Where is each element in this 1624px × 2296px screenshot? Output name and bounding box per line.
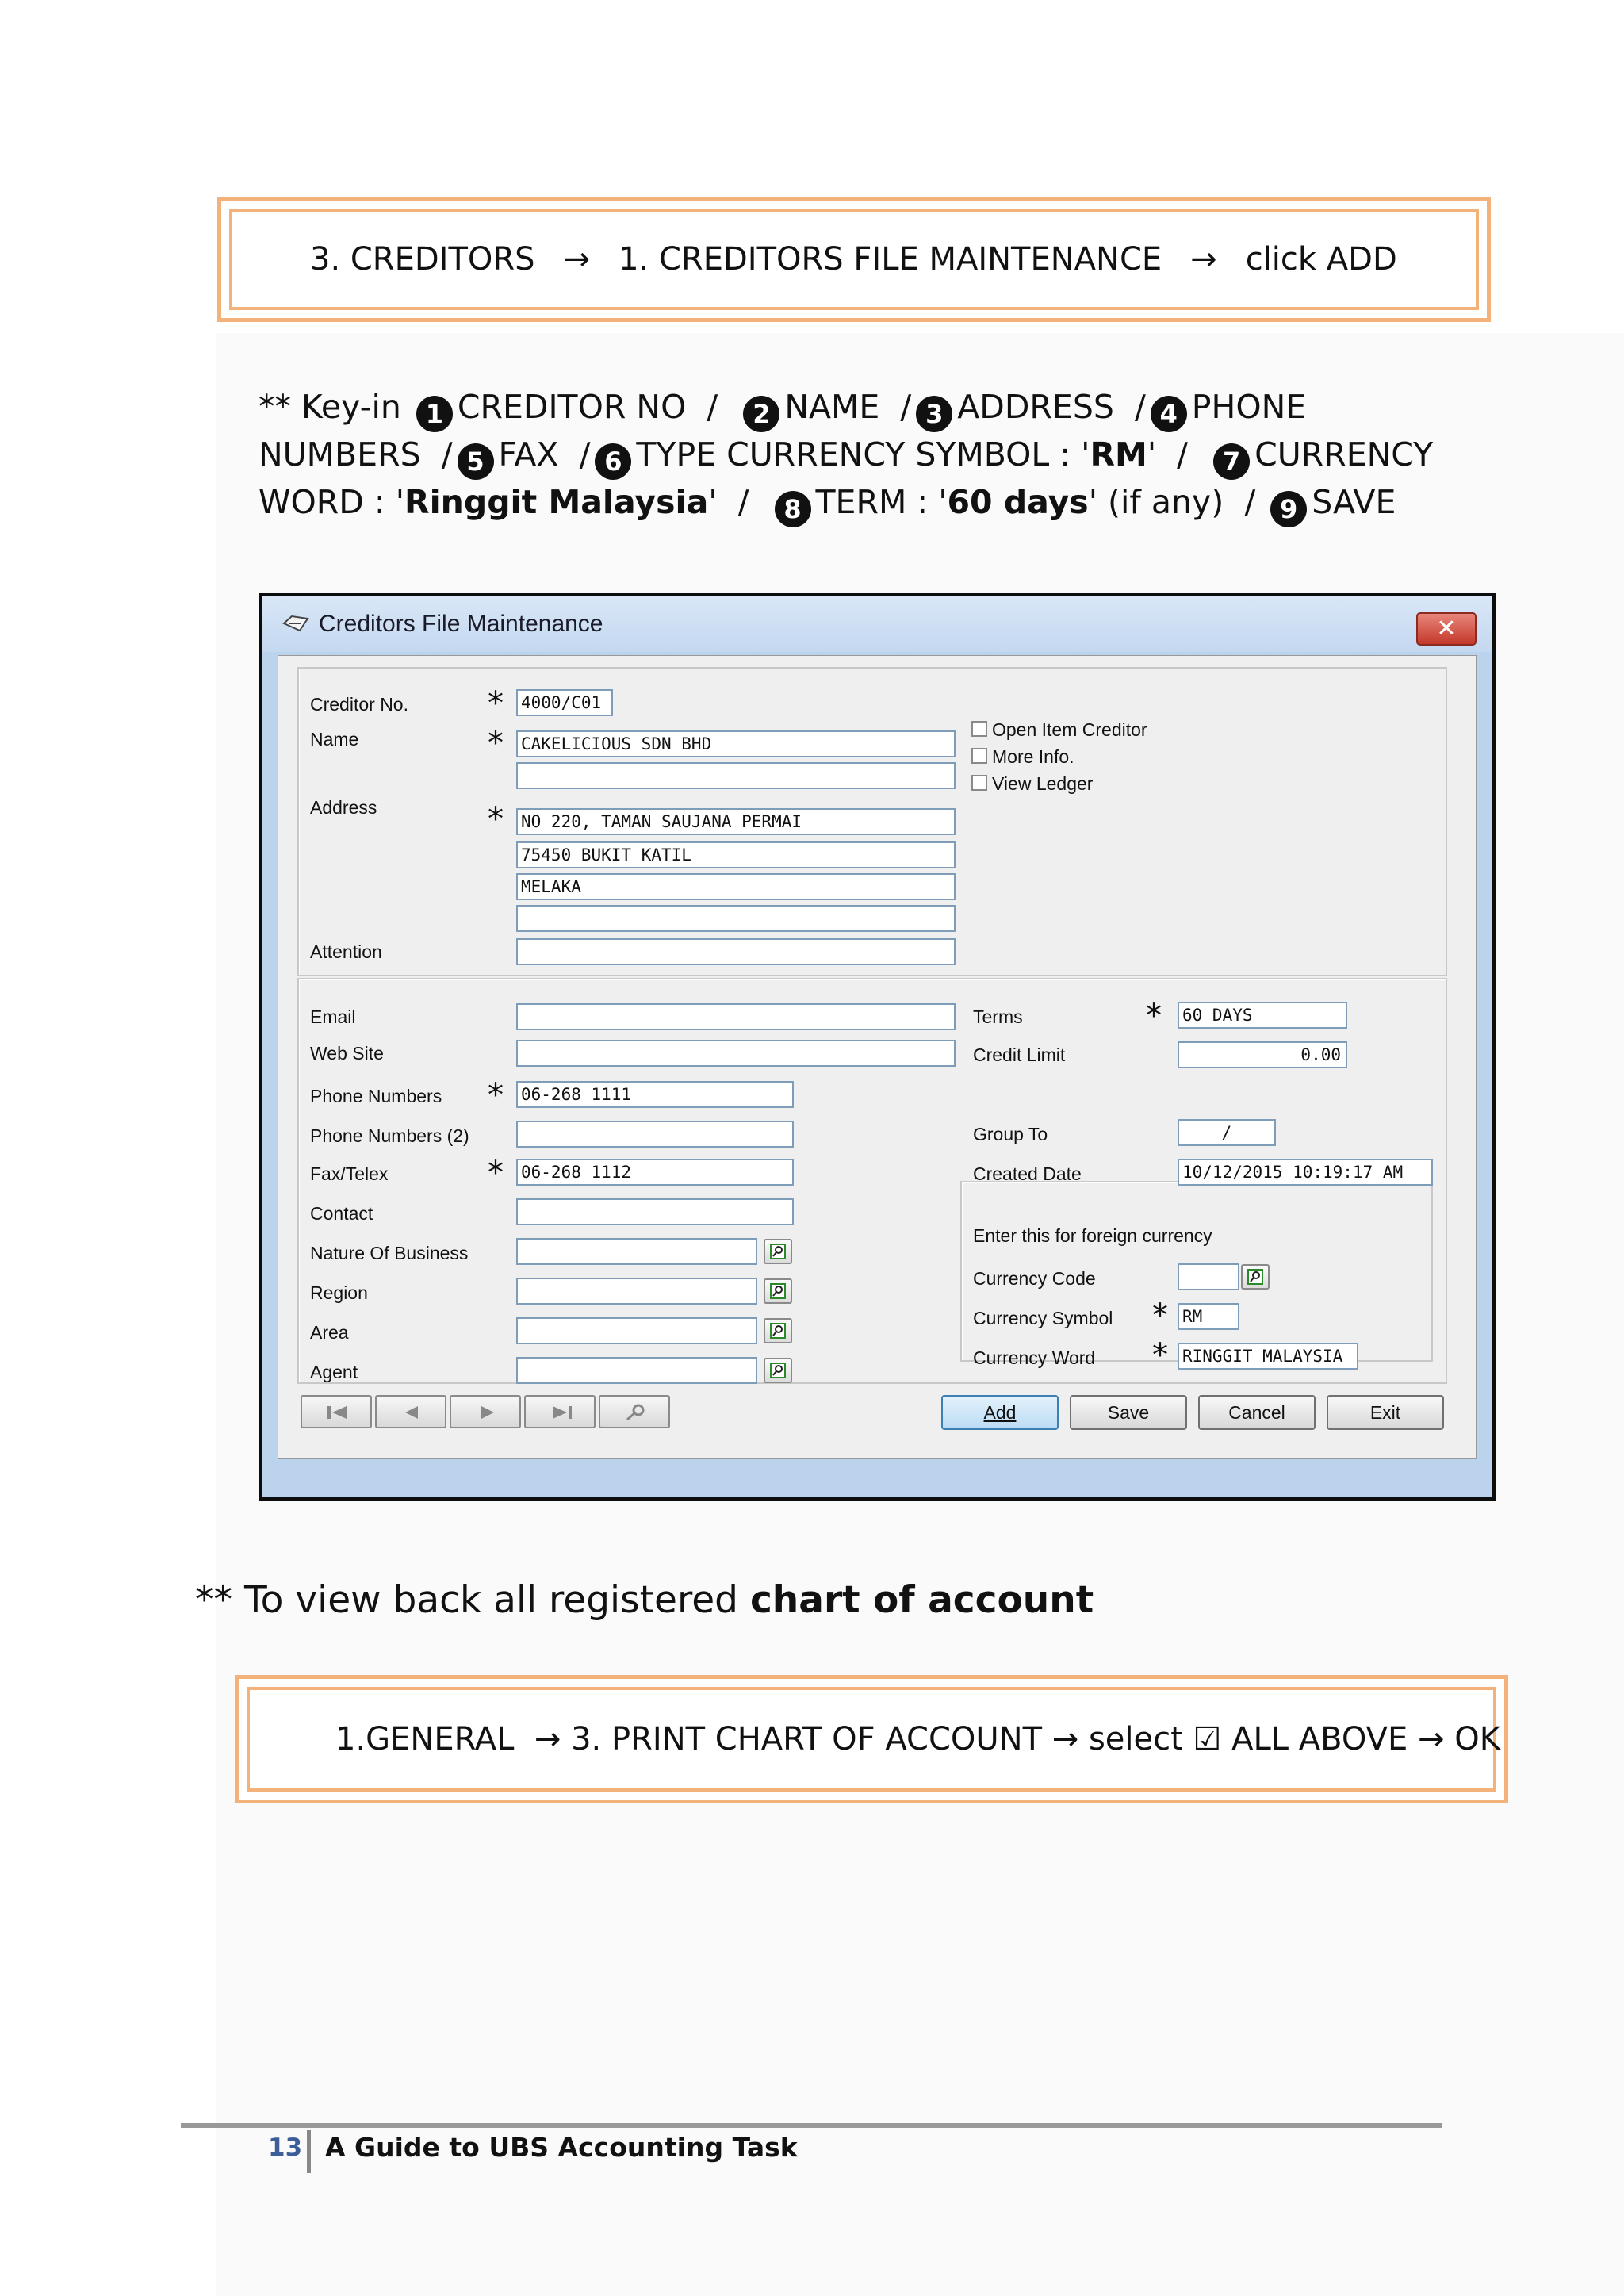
address-field-line-1[interactable]: NO 220, TAMAN SAUJANA PERMAI [516, 808, 956, 835]
step-number-badge: 9 [1270, 491, 1307, 527]
print-chart-path: 1.GENERAL → 3. PRINT CHART OF ACCOUNT → select ☑ ALL ABOVE → OK [335, 1721, 1500, 1757]
view-chart-of-account-heading: ** To view back all registered chart of account [195, 1578, 1094, 1622]
close-button[interactable]: ✕ [1416, 612, 1477, 646]
address-field-line-2[interactable]: 75450 BUKIT KATIL [516, 841, 956, 868]
label-area: Area [310, 1322, 349, 1343]
currency-code-field[interactable] [1178, 1263, 1239, 1290]
label-phone: Phone Numbers [310, 1086, 442, 1106]
step-number-badge: 1 [416, 396, 453, 432]
nature-of-business-field[interactable] [516, 1238, 757, 1265]
group-to-field[interactable]: / [1178, 1119, 1276, 1146]
required-marker: * [488, 1077, 504, 1114]
required-marker: * [488, 685, 504, 722]
nav-step-creditors: 3. CREDITORS [310, 241, 535, 278]
next-record-icon [473, 1404, 500, 1421]
open-item-creditor-checkbox[interactable] [971, 721, 987, 737]
label-creditor-no: Creditor No. [310, 694, 408, 715]
label-agent: Agent [310, 1362, 358, 1382]
attention-field[interactable] [516, 938, 956, 965]
currency-symbol-field[interactable]: RM [1178, 1303, 1239, 1330]
previous-record-button[interactable] [375, 1395, 446, 1428]
chart-of-account-instruction-box [235, 1675, 1508, 1803]
terms-field[interactable]: 60 DAYS [1178, 1002, 1347, 1029]
area-field[interactable] [516, 1317, 757, 1344]
website-field[interactable] [516, 1040, 956, 1067]
more-info-checkbox[interactable] [971, 748, 987, 764]
search-icon [770, 1244, 786, 1259]
step-number-badge: 8 [775, 491, 811, 527]
label-nature-of-business: Nature Of Business [310, 1243, 469, 1263]
label-name: Name [310, 729, 359, 749]
label-website: Web Site [310, 1043, 384, 1064]
exit-button[interactable]: Exit [1327, 1395, 1444, 1430]
lookup-region-button[interactable] [764, 1278, 792, 1304]
first-record-button[interactable] [301, 1395, 372, 1428]
previous-record-icon [399, 1404, 426, 1421]
required-marker: * [488, 1155, 504, 1191]
window-title: Creditors File Maintenance [319, 611, 603, 637]
credit-limit-field[interactable]: 0.00 [1178, 1041, 1347, 1068]
contact-field[interactable] [516, 1198, 794, 1225]
label-currency-symbol: Currency Symbol [973, 1308, 1113, 1328]
navigation-instruction-box [217, 197, 1491, 322]
step-number-badge: 5 [458, 443, 494, 480]
name-field-line-2[interactable] [516, 762, 956, 789]
creditor-no-field[interactable]: 4000/C01 [516, 689, 613, 716]
search-icon [770, 1283, 786, 1299]
last-record-button[interactable] [524, 1395, 596, 1428]
nav-step-file-maintenance: 1. CREDITORS FILE MAINTENANCE [619, 241, 1162, 278]
label-phone-2: Phone Numbers (2) [310, 1125, 469, 1146]
view-ledger-label: View Ledger [992, 773, 1094, 794]
arrow-icon: → [563, 241, 591, 278]
open-item-creditor-label: Open Item Creditor [992, 719, 1147, 740]
required-marker: * [1152, 1337, 1168, 1374]
save-button[interactable]: Save [1070, 1395, 1187, 1430]
lookup-agent-button[interactable] [764, 1358, 792, 1383]
nav-step-click-add: click ADD [1245, 241, 1397, 278]
more-info-label: More Info. [992, 746, 1074, 767]
search-icon [770, 1323, 786, 1339]
region-field[interactable] [516, 1278, 757, 1305]
add-button[interactable]: Add [941, 1395, 1059, 1430]
phone-field[interactable]: 06-268 1111 [516, 1081, 794, 1108]
footer-title: A Guide to UBS Accounting Task [325, 2132, 798, 2163]
label-contact: Contact [310, 1203, 373, 1224]
find-record-button[interactable] [599, 1395, 670, 1428]
navigation-path [232, 241, 1397, 278]
agent-field[interactable] [516, 1357, 757, 1384]
lookup-currency-code-button[interactable] [1241, 1264, 1270, 1290]
first-record-icon [324, 1404, 351, 1421]
created-date-field: 10/12/2015 10:19:17 AM [1178, 1159, 1433, 1186]
label-region: Region [310, 1282, 368, 1303]
step-number-badge: 3 [916, 396, 952, 432]
required-marker: * [488, 801, 504, 838]
fax-field[interactable]: 06-268 1112 [516, 1159, 794, 1186]
address-field-line-3[interactable]: MELAKA [516, 873, 956, 900]
key-in-instructions: ** Key-in 1 CREDITOR NO / 2 NAME / 3 ADDRESS / 4 PHONE NUMBERS / 5 FAX / 6 TYPE CURRENCY SYMBOL : 'RM' / 7 CURRENCY WORD : 'Ringgit Malaysia' / 8 TERM : '60 days' (if any) / 9 SAVE [259, 385, 1448, 527]
step-number-badge: 7 [1213, 443, 1250, 480]
creditors-file-maintenance-window [259, 593, 1496, 1501]
label-fax: Fax/Telex [310, 1163, 389, 1184]
record-navigation [301, 1395, 673, 1430]
label-email: Email [310, 1006, 356, 1027]
view-ledger-checkbox[interactable] [971, 775, 987, 791]
search-icon [1247, 1269, 1263, 1285]
address-field-line-4[interactable] [516, 905, 956, 932]
email-field[interactable] [516, 1003, 956, 1030]
app-icon [282, 614, 309, 633]
last-record-icon [548, 1404, 575, 1421]
required-marker: * [488, 725, 504, 761]
page-number: 13 [268, 2133, 303, 2162]
footer-separator [307, 2130, 311, 2173]
key-search-icon [622, 1404, 649, 1421]
lookup-area-button[interactable] [764, 1318, 792, 1343]
label-attention: Attention [310, 941, 382, 962]
label-created-date: Created Date [973, 1163, 1082, 1184]
phone-2-field[interactable] [516, 1121, 794, 1148]
next-record-button[interactable] [450, 1395, 521, 1428]
label-terms: Terms [973, 1006, 1023, 1027]
step-number-badge: 2 [743, 396, 779, 432]
arrow-icon: → [1190, 241, 1217, 278]
window-titlebar [262, 596, 1492, 652]
cancel-button[interactable]: Cancel [1198, 1395, 1316, 1430]
step-number-badge: 6 [595, 443, 631, 480]
label-group-to: Group To [973, 1124, 1048, 1144]
label-credit-limit: Credit Limit [973, 1045, 1066, 1065]
step-number-badge: 4 [1151, 396, 1187, 432]
lookup-nature-button[interactable] [764, 1239, 792, 1264]
currency-word-field[interactable]: RINGGIT MALAYSIA [1178, 1343, 1358, 1370]
foreign-currency-hint: Enter this for foreign currency [973, 1225, 1212, 1246]
footer-divider [181, 2123, 1442, 2128]
label-currency-code: Currency Code [973, 1268, 1096, 1289]
form-area [278, 655, 1477, 1459]
required-marker: * [1146, 998, 1162, 1034]
label-address: Address [310, 797, 377, 818]
search-icon [770, 1363, 786, 1378]
label-currency-word: Currency Word [973, 1347, 1096, 1368]
required-marker: * [1152, 1297, 1168, 1334]
name-field-line-1[interactable]: CAKELICIOUS SDN BHD [516, 730, 956, 757]
